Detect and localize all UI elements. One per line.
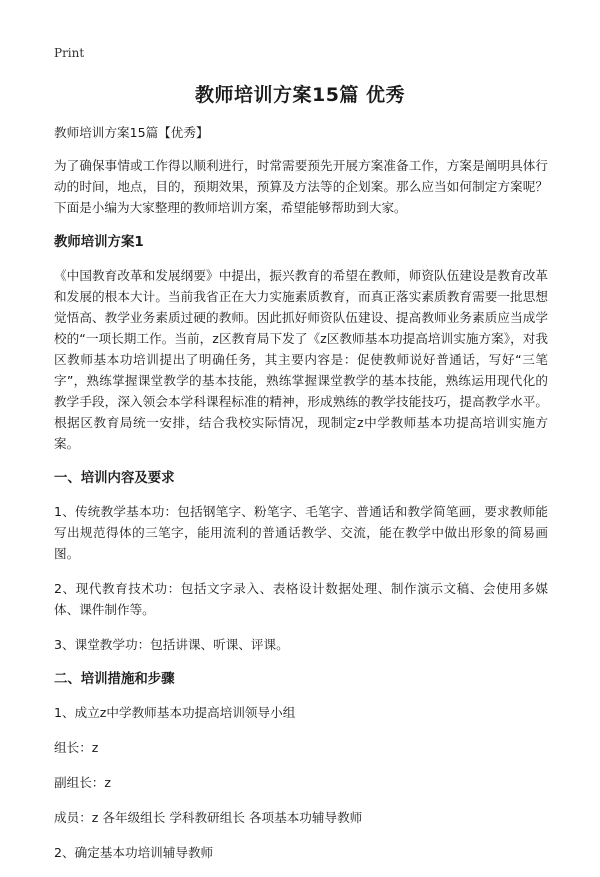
page-title: 教师培训方案15篇 优秀 (194, 84, 406, 106)
intro-paragraph: 为了确保事情或工作得以顺利进行，时常需要预先开展方案准备工作，方案是阐明具体行动的时间，地点，目的，预期效果，预算及方法等的企划案。那么应当如何制定方案呢？下面是小编为大家整理的教师培训方案，希望能够帮助到大家。 (54, 158, 548, 215)
step-1: 1、成立z中学教师基本功提高培训领导小组 (54, 705, 296, 720)
content-item-1: 1、传统教学基本功：包括钢笔字、粉笔字、毛笔字、普通话和教学简笔画，要求教师能写出规范得体的三笔字，能用流利的普通话教学、交流，能在教学中做出形象的简易画图。 (54, 504, 548, 561)
document-subtitle: 教师培训方案15篇【优秀】 (54, 125, 209, 140)
vice-leader-line: 副组长：z (54, 775, 111, 790)
heading-training-steps: 二、培训措施和步骤 (54, 672, 175, 687)
leader-line: 组长：z (54, 740, 99, 755)
section1-heading: 教师培训方案1 (54, 235, 144, 250)
content-item-2: 2、现代教育技术功：包括文字录入、表格设计数据处理、制作演示文稿、会使用多媒体、课件制作等。 (54, 581, 548, 617)
members-line: 成员：z 各年级组长 学科教研组长 各项基本功辅导教师 (54, 810, 363, 825)
content-item-3: 3、课堂教学功：包括讲课、听课、评课。 (54, 637, 289, 652)
heading-training-content: 一、培训内容及要求 (54, 471, 175, 486)
section1-paragraph: 《中国教育改革和发展纲要》中提出，振兴教育的希望在教师，师资队伍建设是教育改革和发展的根本大计。当前我省正在大力实施素质教育，而真正落实素质教育需要一批思想觉悟高、教学业务素质过硬的教师。因此抓好师资队伍建设、提高教师业务素质应当成学校的“一项长期工作。当前，z区教育局下发了《z区教师基本功提高培训实施方案》，对我区教师基本功培训提出了明确任务，其主要内容是：促使教师说好普通话，写好“三笔字”，熟练掌握课堂教学的基本技能，熟练掌握课堂教学的基本技能，熟练运用现代化的教学手段，深入领会本学科课程标准的精神，形成熟练的教学技能技巧，提高教学水平。根据区教育局统一安排，结合我校实际情况，现制定z中学教师基本功提高培训实施方案。 (54, 268, 548, 451)
document-body (54, 122, 548, 877)
step-2: 2、确定基本功培训辅导教师 (54, 845, 214, 860)
print-link[interactable]: Print (54, 46, 85, 60)
